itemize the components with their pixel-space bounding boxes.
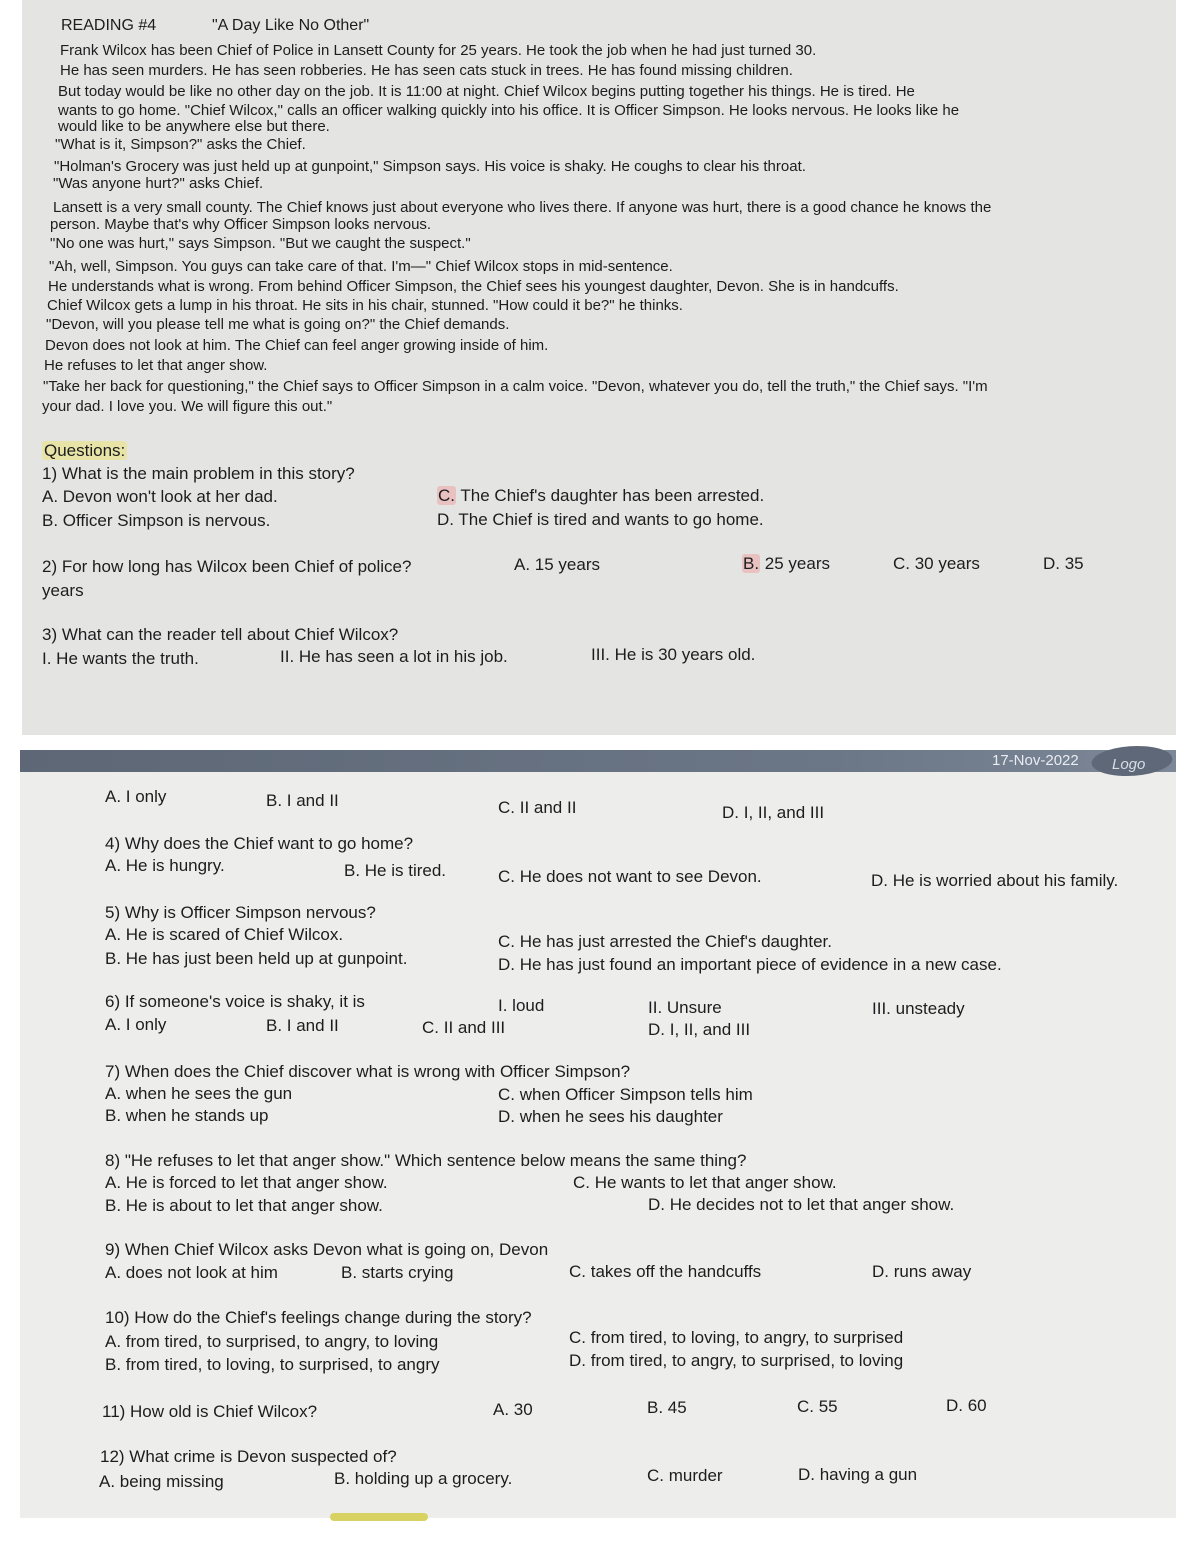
q1-option-b: B. Officer Simpson is nervous. [42, 511, 271, 530]
date-label: 17-Nov-2022 [992, 752, 1079, 769]
q2-option-d: D. 35 [1043, 554, 1084, 573]
story-title: "A Day Like No Other" [212, 17, 370, 34]
q6-option-c: C. II and III [422, 1018, 506, 1037]
q12-option-d: D. having a gun [798, 1465, 918, 1484]
reading-number: READING #4 [61, 17, 157, 34]
question-2: 2) For how long has Wilcox been Chief of police? [42, 557, 412, 576]
question-4: 4) Why does the Chief want to go home? [105, 834, 414, 853]
q4-option-b: B. He is tired. [344, 861, 447, 880]
story-line: your dad. I love you. We will figure this out." [42, 398, 333, 415]
q8-option-a: A. He is forced to let that anger show. [105, 1173, 388, 1192]
q6-option-d: D. I, II, and III [648, 1020, 751, 1039]
q8-option-d: D. He decides not to let that anger show. [648, 1195, 955, 1214]
q7-option-d: D. when he sees his daughter [498, 1107, 723, 1126]
q3-statement-i: I. He wants the truth. [42, 649, 199, 668]
q9-option-a: A. does not look at him [105, 1263, 278, 1282]
story-line: "Holman's Grocery was just held up at gunpoint," Simpson says. His voice is shaky. He coughs to clear his throat. [54, 158, 806, 175]
q1-option-a: A. Devon won't look at her dad. [42, 487, 278, 506]
q8-option-b: B. He is about to let that anger show. [105, 1196, 383, 1215]
question-12: 12) What crime is Devon suspected of? [100, 1447, 397, 1466]
story-line: He understands what is wrong. From behind Officer Simpson, the Chief sees his youngest daughter, Devon. She is in handcuffs. [48, 278, 899, 295]
story-line: "No one was hurt," says Simpson. "But we caught the suspect." [50, 235, 471, 252]
question-7: 7) When does the Chief discover what is wrong with Officer Simpson? [105, 1062, 631, 1081]
story-line: "Ah, well, Simpson. You guys can take care of that. I'm—" Chief Wilcox stops in mid-sentence. [49, 258, 673, 275]
question-5: 5) Why is Officer Simpson nervous? [105, 903, 376, 922]
q12-option-c: C. murder [647, 1466, 723, 1485]
q3-option-c: C. II and II [498, 798, 577, 817]
q11-option-a: A. 30 [493, 1400, 533, 1419]
q4-option-a: A. He is hungry. [105, 856, 225, 875]
question-8: 8) "He refuses to let that anger show." Which sentence below means the same thing? [105, 1151, 747, 1170]
q7-option-a: A. when he sees the gun [105, 1084, 293, 1103]
q11-option-d: D. 60 [946, 1396, 987, 1415]
q5-option-c: C. He has just arrested the Chief's daughter. [498, 932, 832, 951]
q12-option-a: A. being missing [99, 1472, 224, 1491]
q6-statement-ii: II. Unsure [648, 998, 722, 1017]
story-line: Frank Wilcox has been Chief of Police in Lansett County for 25 years. He took the job when he had just turned 30. [60, 42, 817, 59]
q8-option-c: C. He wants to let that anger show. [573, 1173, 837, 1192]
q5-option-d: D. He has just found an important piece of evidence in a new case. [498, 955, 1002, 974]
q4-option-d: D. He is worried about his family. [871, 871, 1119, 890]
q10-option-d: D. from tired, to angry, to surprised, to loving [569, 1351, 904, 1370]
logo-text: Logo [1112, 756, 1146, 773]
q4-option-c: C. He does not want to see Devon. [498, 867, 762, 886]
q6-option-b: B. I and II [266, 1016, 339, 1035]
question-6: 6) If someone's voice is shaky, it is [105, 992, 365, 1011]
story-line: Devon does not look at him. The Chief can feel anger growing inside of him. [45, 337, 549, 354]
story-line: would like to be anywhere else but there. [58, 118, 330, 135]
q9-option-d: D. runs away [872, 1262, 972, 1281]
q7-option-b: B. when he stands up [105, 1106, 269, 1125]
questions-label: Questions: [44, 441, 126, 460]
q6-statement-iii: III. unsteady [872, 999, 965, 1018]
q3-option-d: D. I, II, and III [722, 803, 825, 822]
q2-option-d-continued: years [42, 581, 84, 600]
q2-option-b: B. 25 years [743, 554, 830, 573]
story-line: "Take her back for questioning," the Chief says to Officer Simpson in a calm voice. "Devon, whatever you do, tell the truth," the Chief says. "I'm [43, 378, 988, 395]
story-line: "What is it, Simpson?" asks the Chief. [55, 136, 306, 153]
question-9: 9) When Chief Wilcox asks Devon what is going on, Devon [105, 1240, 549, 1259]
q7-option-c: C. when Officer Simpson tells him [498, 1085, 753, 1104]
question-11: 11) How old is Chief Wilcox? [102, 1402, 318, 1421]
q3-statement-ii: II. He has seen a lot in his job. [280, 647, 508, 666]
q6-option-a: A. I only [105, 1015, 167, 1034]
q5-option-a: A. He is scared of Chief Wilcox. [105, 925, 344, 944]
q12-option-b: B. holding up a grocery. [334, 1469, 513, 1488]
q3-option-b: B. I and II [266, 791, 339, 810]
q3-statement-iii: III. He is 30 years old. [591, 645, 756, 664]
story-line: wants to go home. "Chief Wilcox," calls an officer walking quickly into his office. It is Officer Simpson. He looks nervous. He looks like he [58, 102, 960, 119]
q9-option-c: C. takes off the handcuffs [569, 1262, 762, 1281]
story-line: person. Maybe that's why Officer Simpson looks nervous. [50, 216, 432, 233]
story-line: He has seen murders. He has seen robberies. He has seen cats stuck in trees. He has found missing children. [60, 62, 793, 79]
q11-option-c: C. 55 [797, 1397, 838, 1416]
q5-option-b: B. He has just been held up at gunpoint. [105, 949, 408, 968]
q1-option-d: D. The Chief is tired and wants to go home. [437, 510, 764, 529]
story-line: Lansett is a very small county. The Chief knows just about everyone who lives there. If anyone was hurt, there is a good chance he knows the [53, 199, 992, 216]
q10-option-b: B. from tired, to loving, to surprised, to angry [105, 1355, 440, 1374]
story-line: "Was anyone hurt?" asks Chief. [53, 175, 264, 192]
question-10: 10) How do the Chief's feelings change during the story? [105, 1308, 532, 1327]
q11-option-b: B. 45 [647, 1398, 687, 1417]
story-line: Chief Wilcox gets a lump in his throat. He sits in his chair, stunned. "How could it be?" he thinks. [47, 297, 683, 314]
story-line: He refuses to let that anger show. [44, 357, 268, 374]
q2-option-a: A. 15 years [514, 555, 600, 574]
q10-option-a: A. from tired, to surprised, to angry, to loving [105, 1332, 439, 1351]
question-1: 1) What is the main problem in this story? [42, 464, 355, 483]
q6-statement-i: I. loud [498, 996, 545, 1015]
q9-option-b: B. starts crying [341, 1263, 454, 1282]
question-3: 3) What can the reader tell about Chief Wilcox? [42, 625, 399, 644]
story-line: "Devon, will you please tell me what is going on?" the Chief demands. [46, 316, 510, 333]
q1-option-c: C. The Chief's daughter has been arrested. [438, 486, 765, 505]
q3-option-a: A. I only [105, 787, 167, 806]
q2-option-c: C. 30 years [893, 554, 980, 573]
story-line: But today would be like no other day on the job. It is 11:00 at night. Chief Wilcox begins putting together his things. He is tired. He [58, 83, 915, 100]
highlighter-mark [330, 1513, 428, 1521]
q10-option-c: C. from tired, to loving, to angry, to surprised [569, 1328, 904, 1347]
